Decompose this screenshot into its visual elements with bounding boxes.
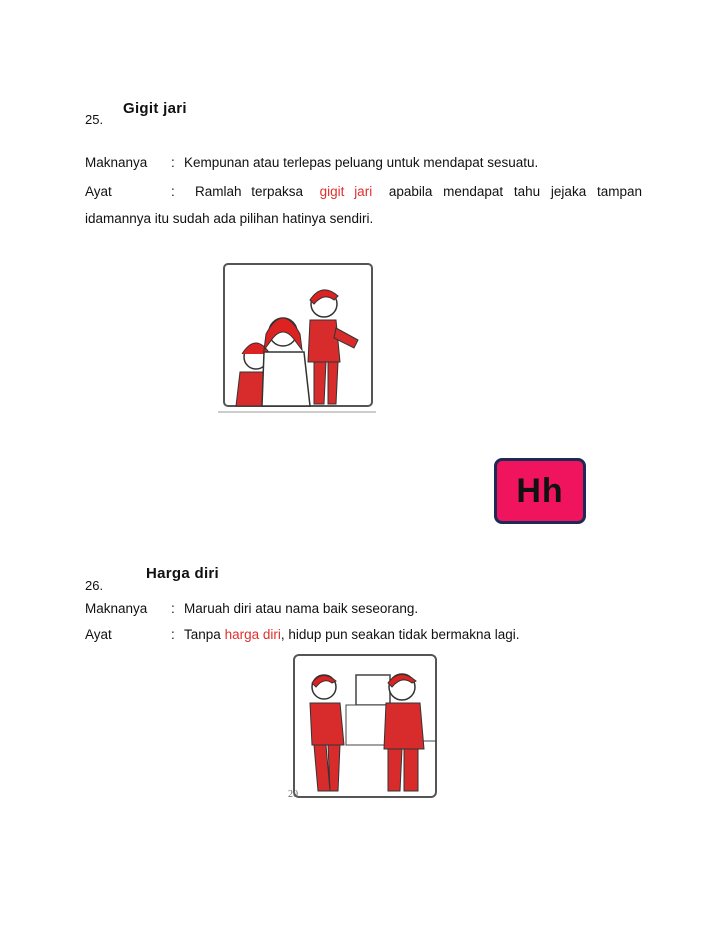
family-drawing [218, 262, 376, 414]
ayat-highlight: harga diri [224, 627, 281, 642]
letter-badge-text: Hh [516, 471, 564, 510]
maknanya-label: Maknanya [85, 155, 148, 170]
two-men-drawing [290, 653, 440, 801]
ayat-post: , hidup pun seakan tidak bermakna lagi. [280, 627, 520, 642]
ayat-pre: Ramlah terpaksa [195, 184, 304, 199]
letter-badge-hh [494, 458, 586, 524]
ayat-sentence [195, 184, 642, 199]
ayat-highlight: gigit jari [319, 184, 373, 199]
entry-number-26: 26. [85, 578, 104, 593]
colon: : [171, 184, 175, 199]
entry-title-gigit-jari: Gigit jari [123, 100, 187, 117]
page-number: 20 [288, 789, 298, 800]
colon: : [171, 601, 175, 616]
illustration-two-men [290, 653, 440, 801]
maknanya-label: Maknanya [85, 601, 148, 616]
ayat-label: Ayat [85, 627, 112, 642]
colon: : [171, 155, 175, 170]
entry-title-harga-diri: Harga diri [146, 565, 220, 582]
maknanya-text: Kempunan atau terlepas peluang untuk mendapat sesuatu. [184, 155, 539, 170]
ayat-sentence [184, 627, 520, 642]
illustration-family [218, 262, 376, 414]
ayat-pre: Tanpa [184, 627, 221, 642]
ayat-line-2: idamannya itu sudah ada pilihan hatinya sendiri. [85, 211, 374, 226]
ayat-label: Ayat [85, 184, 112, 199]
ayat-post: apabila mendapat tahu jejaka tampan [388, 184, 642, 199]
entry-number-25: 25. [85, 112, 104, 127]
maknanya-text: Maruah diri atau nama baik seseorang. [184, 601, 419, 616]
colon: : [171, 627, 175, 642]
